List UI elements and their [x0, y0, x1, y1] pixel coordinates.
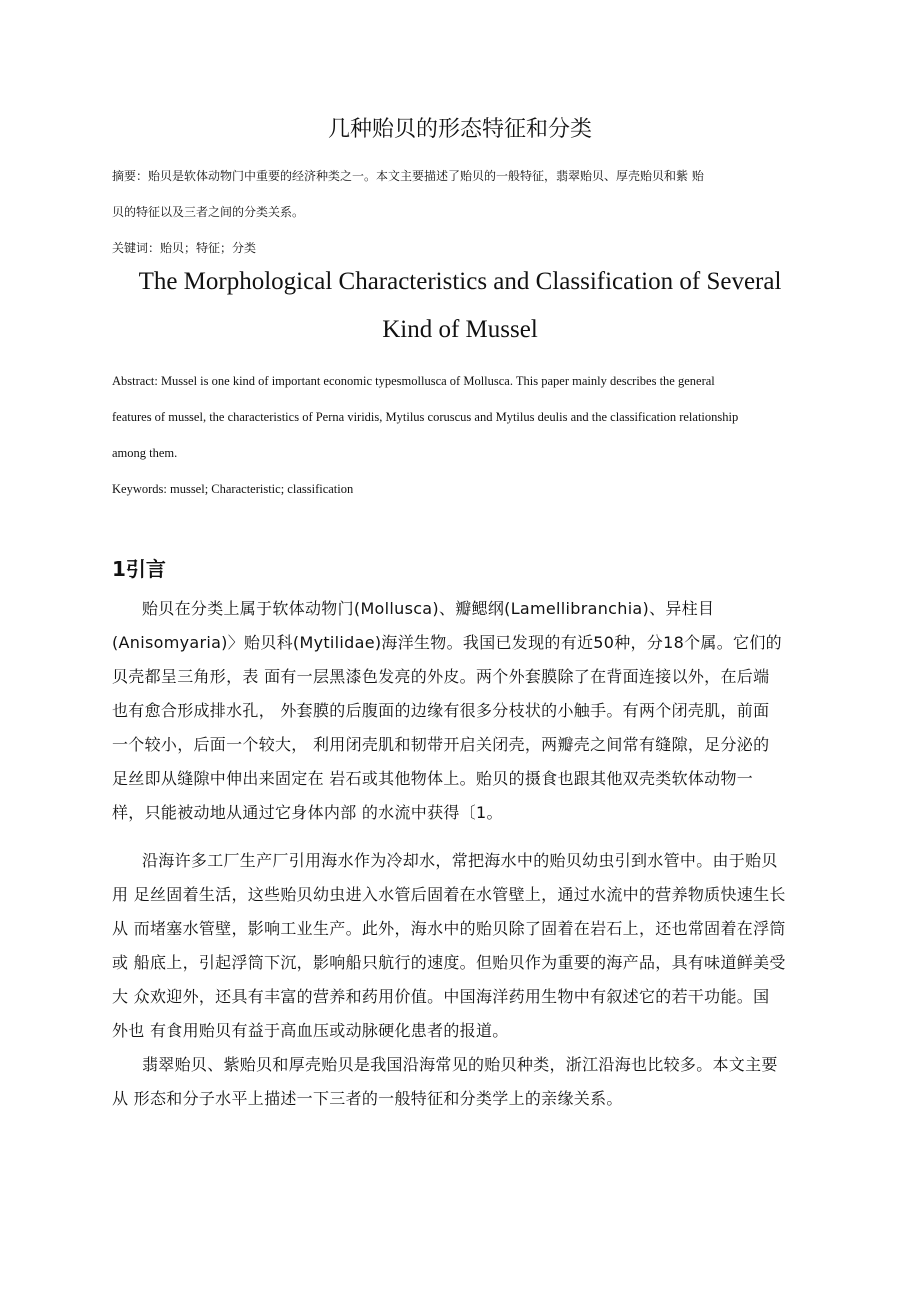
paragraph-line: 贝壳都呈三角形，表 面有一层黑漆色发亮的外皮。两个外套膜除了在背面连接以外，在后端 [112, 667, 770, 686]
abstract-en-line: features of mussel, the characteristics of Perna viridis, Mytilus coruscus and Mytilus deulis and the classification relationship [112, 410, 739, 424]
paragraph-line: 样，只能被动地从通过它身体内部 的水流中获得〔1。 [112, 803, 503, 822]
paragraph-line: 贻贝在分类上属于软体动物门(Mollusca)、瓣鳃纲(Lamellibranchia)、异柱目 [142, 599, 715, 618]
paragraph-line: 外也 有食用贻贝有益于高血压或动脉硬化患者的报道。 [112, 1021, 509, 1040]
title-en-line: The Morphological Characteristics and Classification of Several [138, 268, 782, 295]
title-en-line: Kind of Mussel [382, 316, 538, 343]
paragraph-line: 也有愈合形成排水孔， 外套膜的后腹面的边缘有很多分枝状的小触手。有两个闭壳肌，前面 [112, 701, 770, 720]
paragraph-line: 或 船底上，引起浮筒下沉，影响船只航行的速度。但贻贝作为重要的海产品，具有味道鲜美受 [112, 953, 786, 972]
paragraph-line: 一个较小，后面一个较大， 利用闭壳肌和韧带开启关闭壳，两瓣壳之间常有缝隙，足分泌的 [112, 735, 770, 754]
abstract-cn-line: 贝的特征以及三者之间的分类关系。 [112, 205, 305, 219]
abstract-en-line: among them. [112, 446, 178, 460]
keywords-en: Keywords: mussel; Characteristic; classification [112, 482, 354, 496]
title-cn: 几种贻贝的形态特征和分类 [327, 117, 592, 142]
paragraph-line: 从 而堵塞水管壁，影响工业生产。此外，海水中的贻贝除了固着在岩石上，还也常固着在浮筒 [112, 919, 786, 938]
paragraph-line: 用 足丝固着生活，这些贻贝幼虫进入水管后固着在水管壁上，通过水流中的营养物质快速生长 [112, 885, 786, 904]
abstract-en-line: Abstract: Mussel is one kind of important economic typesmollusca of Mollusca. This paper mainly describes the general [112, 374, 715, 388]
section-heading: 1引言 [112, 557, 166, 581]
paragraph-line: 翡翠贻贝、紫贻贝和厚壳贻贝是我国沿海常见的贻贝种类，浙江沿海也比较多。本文主要 [142, 1055, 778, 1074]
paragraph-line: 从 形态和分子水平上描述一下三者的一般特征和分类学上的亲缘关系。 [112, 1089, 623, 1108]
paragraph-line: 足丝即从缝隙中伸出来固定在 岩石或其他物体上。贻贝的摄食也跟其他双壳类软体动物一 [112, 769, 754, 788]
paragraph-line: 沿海许多工厂生产厂引用海水作为冷却水，常把海水中的贻贝幼虫引到水管中。由于贻贝 [142, 851, 778, 870]
abstract-cn-line: 摘要：贻贝是软体动物门中重要的经济种类之一。本文主要描述了贻贝的一般特征，翡翠贻贝、厚壳贻贝和紫 贻 [112, 169, 704, 183]
keywords-cn: 关键词：贻贝；特征；分类 [112, 241, 257, 255]
paragraph-line: (Anisomyaria)〉贻贝科(Mytilidae)海洋生物。我国已发现的有近50种，分18个属。它们的 [112, 633, 782, 652]
paragraph-line: 大 众欢迎外，还具有丰富的营养和药用价值。中国海洋药用生物中有叙述它的若干功能。国 [112, 987, 770, 1006]
